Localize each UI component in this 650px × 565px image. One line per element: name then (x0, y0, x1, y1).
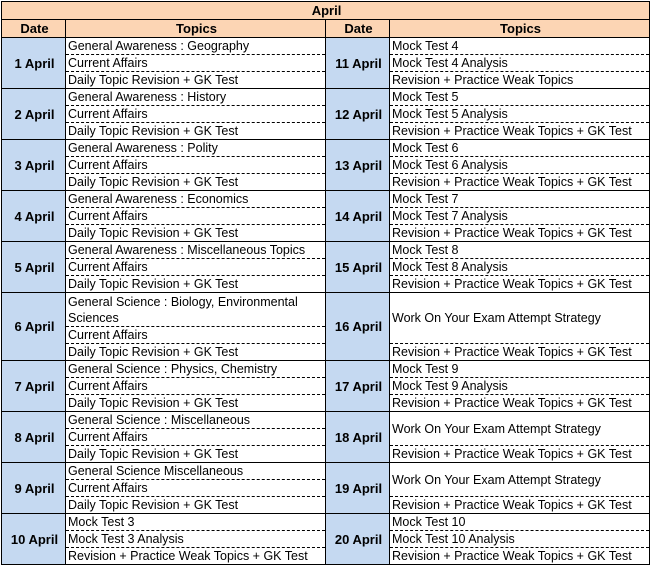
topic-cell: Daily Topic Revision + GK Test (66, 395, 326, 412)
topic-cell: Daily Topic Revision + GK Test (66, 174, 326, 191)
date-cell: 20 April (326, 514, 390, 565)
topic-cell: Mock Test 10 (390, 514, 650, 531)
table-row (2, 38, 650, 55)
topic-cell: General Science : Biology, Environmental Sciences (66, 293, 326, 327)
topic-cell: Revision + Practice Weak Topics + GK Test (390, 344, 650, 361)
title-row (2, 2, 650, 20)
topic-cell: Work On Your Exam Attempt Strategy (390, 463, 650, 497)
topic-cell: Work On Your Exam Attempt Strategy (390, 293, 650, 344)
topic-cell: Revision + Practice Weak Topics + GK Test (390, 497, 650, 514)
topic-cell: Revision + Practice Weak Topics + GK Test (390, 225, 650, 242)
topics-header-left: Topics (66, 20, 326, 38)
date-cell: 9 April (2, 463, 66, 514)
topic-cell: General Science : Physics, Chemistry (66, 361, 326, 378)
table-row (2, 191, 650, 208)
topic-cell: Current Affairs (66, 327, 326, 344)
topic-cell: Revision + Practice Weak Topics + GK Test (390, 395, 650, 412)
topic-cell: Mock Test 10 Analysis (390, 531, 650, 548)
table-row (2, 463, 650, 480)
topic-cell: Daily Topic Revision + GK Test (66, 123, 326, 140)
topic-cell: Mock Test 8 (390, 242, 650, 259)
topic-cell: Mock Test 4 Analysis (390, 55, 650, 72)
topic-cell: Revision + Practice Weak Topics + GK Test (390, 276, 650, 293)
date-cell: 3 April (2, 140, 66, 191)
date-cell: 1 April (2, 38, 66, 89)
table-row (2, 89, 650, 106)
date-cell: 19 April (326, 463, 390, 514)
date-cell: 10 April (2, 514, 66, 565)
topic-cell: Mock Test 7 (390, 191, 650, 208)
topic-cell: Revision + Practice Weak Topics + GK Test (390, 174, 650, 191)
topic-cell: Mock Test 7 Analysis (390, 208, 650, 225)
date-cell: 6 April (2, 293, 66, 361)
topic-cell: Current Affairs (66, 259, 326, 276)
topic-cell: Current Affairs (66, 106, 326, 123)
date-cell: 8 April (2, 412, 66, 463)
topic-cell: Current Affairs (66, 157, 326, 174)
date-cell: 13 April (326, 140, 390, 191)
topic-cell: Revision + Practice Weak Topics + GK Test (390, 548, 650, 565)
date-cell: 11 April (326, 38, 390, 89)
topic-cell: Daily Topic Revision + GK Test (66, 225, 326, 242)
topic-cell: Mock Test 9 Analysis (390, 378, 650, 395)
header-row (2, 20, 650, 38)
topic-cell: General Science Miscellaneous (66, 463, 326, 480)
april-schedule-table (1, 1, 650, 565)
topic-cell: General Awareness : Economics (66, 191, 326, 208)
topic-cell: Mock Test 5 (390, 89, 650, 106)
date-cell: 7 April (2, 361, 66, 412)
topic-cell: Revision + Practice Weak Topics (390, 72, 650, 89)
topic-cell: Mock Test 5 Analysis (390, 106, 650, 123)
topic-cell: Revision + Practice Weak Topics + GK Test (390, 123, 650, 140)
topic-cell: Current Affairs (66, 208, 326, 225)
topic-cell: Current Affairs (66, 55, 326, 72)
date-cell: 4 April (2, 191, 66, 242)
date-cell: 18 April (326, 412, 390, 463)
topic-cell: Mock Test 3 (66, 514, 326, 531)
topic-cell: Revision + Practice Weak Topics + GK Test (66, 548, 326, 565)
schedule-body (2, 38, 650, 565)
topic-cell: Daily Topic Revision + GK Test (66, 276, 326, 293)
date-cell: 2 April (2, 89, 66, 140)
table-row (2, 140, 650, 157)
topic-cell: Mock Test 3 Analysis (66, 531, 326, 548)
topic-cell: Current Affairs (66, 378, 326, 395)
topic-cell: General Science : Miscellaneous (66, 412, 326, 429)
table-row (2, 412, 650, 429)
date-cell: 16 April (326, 293, 390, 361)
table-row (2, 293, 650, 327)
table-row (2, 242, 650, 259)
topic-cell: Current Affairs (66, 480, 326, 497)
topic-cell: Current Affairs (66, 429, 326, 446)
month-title: April (2, 2, 650, 20)
topic-cell: Mock Test 6 Analysis (390, 157, 650, 174)
table-row (2, 361, 650, 378)
topic-cell: General Awareness : History (66, 89, 326, 106)
topic-cell: Revision + Practice Weak Topics + GK Test (390, 446, 650, 463)
date-cell: 14 April (326, 191, 390, 242)
topic-cell: Daily Topic Revision + GK Test (66, 72, 326, 89)
date-cell: 5 April (2, 242, 66, 293)
topic-cell: Mock Test 8 Analysis (390, 259, 650, 276)
topic-cell: General Awareness : Polity (66, 140, 326, 157)
date-cell: 15 April (326, 242, 390, 293)
topic-cell: General Awareness : Miscellaneous Topics (66, 242, 326, 259)
table-row (2, 514, 650, 531)
topic-cell: General Awareness : Geography (66, 38, 326, 55)
topic-cell: Daily Topic Revision + GK Test (66, 446, 326, 463)
topic-cell: Work On Your Exam Attempt Strategy (390, 412, 650, 446)
date-cell: 17 April (326, 361, 390, 412)
date-header-left: Date (2, 20, 66, 38)
date-cell: 12 April (326, 89, 390, 140)
topic-cell: Mock Test 4 (390, 38, 650, 55)
topic-cell: Daily Topic Revision + GK Test (66, 344, 326, 361)
topic-cell: Mock Test 6 (390, 140, 650, 157)
date-header-right: Date (326, 20, 390, 38)
topic-cell: Daily Topic Revision + GK Test (66, 497, 326, 514)
topics-header-right: Topics (390, 20, 650, 38)
topic-cell: Mock Test 9 (390, 361, 650, 378)
